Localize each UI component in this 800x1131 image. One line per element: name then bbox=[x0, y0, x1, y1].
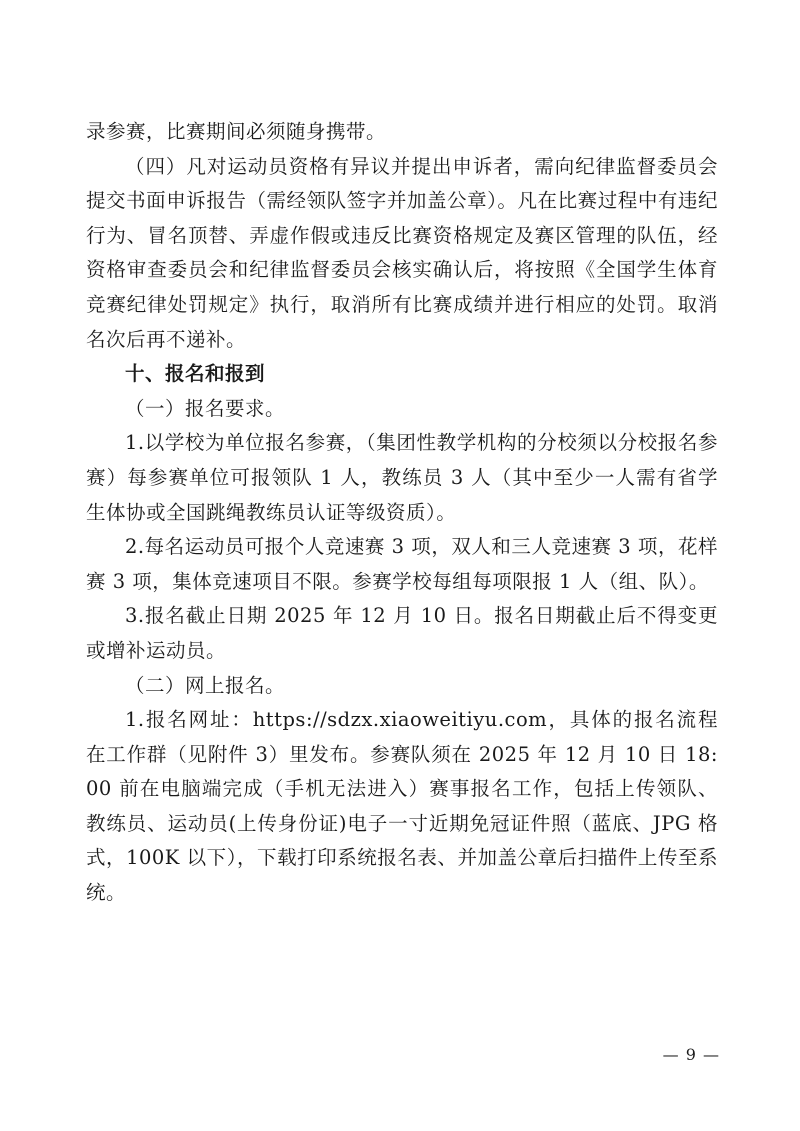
paragraph-requirement-1: 1.以学校为单位报名参赛，（集团性教学机构的分校须以分校报名参赛）每参赛单位可报领队 1 人，教练员 3 人（其中至少一人需有省学生体协或全国跳绳教练员认证等级资质）。 bbox=[86, 431, 718, 524]
paragraph-online-registration-1: 1.报名网址：https://sdzx.xiaoweitiyu.com，具体的报名流程在工作群（见附件 3）里发布。参赛队须在 2025 年 12 月 10 日 18:00 前在电脑端完成（手机无法进入）赛事报名工作，包括上传领队、教练员、运动员(上传身份证)电子一寸近期免冠证件照（蓝底、JPG 格式，100K 以下），下载打印系统报名表、并加盖公章后扫描件上传至系统。 bbox=[86, 708, 718, 905]
paragraph-requirement-2: 2.每名运动员可报个人竞速赛 3 项，双人和三人竞速赛 3 项，花样赛 3 项，集体竞速项目不限。参赛学校每组每项限报 1 人（组、队）。 bbox=[86, 535, 718, 593]
subheading-registration-requirements: （一）报名要求。 bbox=[125, 396, 286, 420]
paragraph-requirement-3: 3.报名截止日期 2025 年 12 月 10 日。报名日期截止后不得变更或增补运动员。 bbox=[86, 604, 718, 662]
section-heading-registration: 十、报名和报到 bbox=[125, 362, 266, 386]
paragraph-appeal-rules: （四）凡对运动员资格有异议并提出申诉者，需向纪律监督委员会提交书面申诉报告（需经领队签字并加盖公章）。凡在比赛过程中有违纪行为、冒名顶替、弄虚作假或违反比赛资格规定及赛区管理的队伍，经资格审查委员会和纪律监督委员会核实确认后，将按照《全国学生体育竞赛纪律处罚规定》执行，取消所有比赛成绩并进行相应的处罚。取消名次后再不递补。 bbox=[86, 154, 718, 351]
body-text bbox=[86, 115, 718, 911]
page-number: — 9 — bbox=[662, 1045, 720, 1064]
paragraph-continuation: 录参赛，比赛期间必须随身携带。 bbox=[86, 120, 387, 143]
subheading-online-registration: （二）网上报名。 bbox=[125, 673, 286, 697]
